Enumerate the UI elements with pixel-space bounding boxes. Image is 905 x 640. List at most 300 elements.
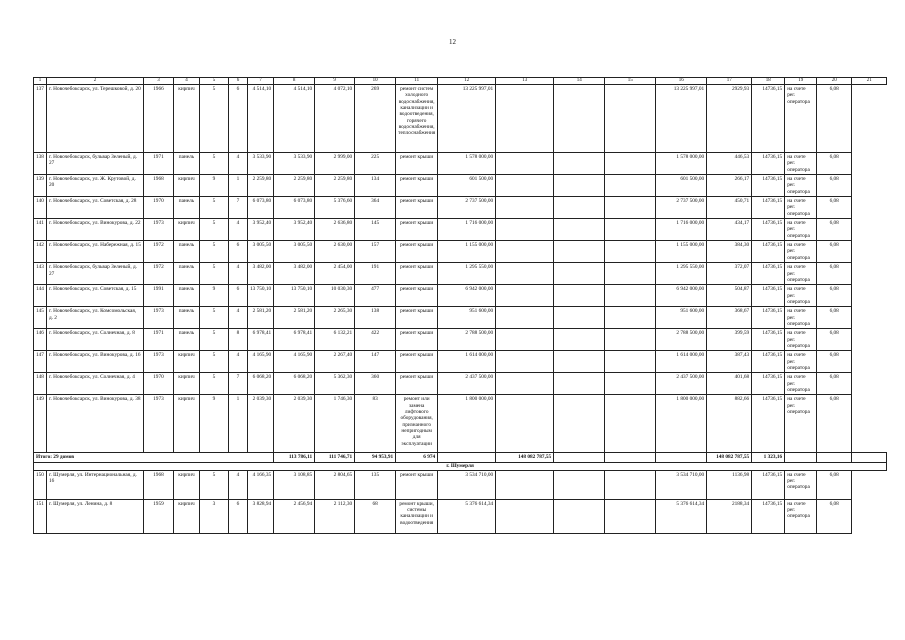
total-area-cell: 4 166,35 [247, 470, 273, 499]
budget-cost-cell [554, 329, 605, 351]
limit-cost-cell: 14736,15 [752, 351, 785, 373]
owners-cost-cell: 6 942 000,00 [656, 285, 707, 307]
residents-cell: 191 [355, 263, 396, 285]
budget-cost-cell [554, 197, 605, 219]
address-cell: г. Новочебоксарск, ул. Набережная, д. 15 [46, 241, 143, 263]
limit-cost-cell: 14736,15 [752, 241, 785, 263]
unit-cost-cell: 399,59 [707, 329, 752, 351]
deadline-cell: 6,08 [817, 85, 852, 153]
unit-cost-cell: 368,67 [707, 307, 752, 329]
total-cost-cell: 2 737 500,00 [438, 197, 496, 219]
residential-area-cell: 10 030,30 [315, 285, 355, 307]
total-area-cell: 3 952,40 [247, 219, 273, 241]
table-row [34, 499, 887, 533]
table-row [34, 285, 887, 307]
totals-empty [852, 453, 887, 463]
entrances-cell: 6 [228, 85, 247, 153]
total-area-cell: 2 259,80 [247, 175, 273, 197]
floors-cell: 5 [199, 197, 228, 219]
totals-residential-area: 94 953,91 [355, 453, 396, 463]
deadline-cell: 6,08 [817, 153, 852, 175]
fund-cost-cell [496, 499, 554, 533]
residential-area-cell: 2 630,00 [315, 241, 355, 263]
local-cost-cell [605, 197, 656, 219]
local-cost-cell [605, 263, 656, 285]
owners-cost-cell: 601 500,00 [656, 175, 707, 197]
address-cell: г. Шумерля, ул. Интернациональная, д. 16 [46, 470, 143, 499]
total-cost-cell: 1 614 000,00 [438, 351, 496, 373]
budget-cost-cell [554, 263, 605, 285]
residential-area-cell: 6 132,21 [315, 329, 355, 351]
row-number-cell: 145 [34, 307, 47, 329]
unit-cost-cell: 384,30 [707, 241, 752, 263]
account-method-cell: на счете рег. оператора [785, 470, 817, 499]
budget-cost-cell [554, 219, 605, 241]
column-number-cell: 16 [656, 78, 707, 85]
row-number-cell: 143 [34, 263, 47, 285]
floors-cell: 5 [199, 153, 228, 175]
account-method-cell: на счете рег. оператора [785, 395, 817, 453]
total-cost-cell: 601 500,00 [438, 175, 496, 197]
year-cell: 1959 [143, 499, 173, 533]
column-number-cell: 13 [496, 78, 554, 85]
address-cell: г. Новочебоксарск, ул. Солнечная, д. 4 [46, 373, 143, 395]
limit-cost-cell: 14736,15 [752, 175, 785, 197]
column-number-cell: 5 [199, 78, 228, 85]
fund-cost-cell [496, 241, 554, 263]
total-area-cell: 3 533,90 [247, 153, 273, 175]
year-cell: 1973 [143, 351, 173, 373]
total-area-cell: 2 581,20 [247, 307, 273, 329]
budget-cost-cell [554, 85, 605, 153]
entrances-cell: 4 [228, 351, 247, 373]
owners-cost-cell: 1 614 000,00 [656, 351, 707, 373]
living-area-cell: 3 533,90 [274, 153, 315, 175]
work-type-cell: ремонт крыши, системы канализации и водоотведения [396, 499, 438, 533]
column-number-cell: 8 [274, 78, 315, 85]
floors-cell: 5 [199, 85, 228, 153]
wall-material-cell: панель [173, 285, 199, 307]
fund-cost-cell [496, 197, 554, 219]
totals-row [34, 453, 887, 463]
deadline-cell: 6,08 [817, 373, 852, 395]
row-number-cell: 149 [34, 395, 47, 453]
fund-cost-cell [496, 307, 554, 329]
floors-cell: 5 [199, 373, 228, 395]
total-cost-cell: 1 295 550,00 [438, 263, 496, 285]
wall-material-cell: панель [173, 241, 199, 263]
entrances-cell: 8 [228, 329, 247, 351]
total-area-cell: 6 068,20 [247, 373, 273, 395]
living-area-cell: 3 005,50 [274, 241, 315, 263]
deadline-cell: 6,08 [817, 175, 852, 197]
table-row [34, 263, 887, 285]
total-area-cell: 3 828,94 [247, 499, 273, 533]
work-type-cell: ремонт крыши [396, 153, 438, 175]
limit-cost-cell: 14736,15 [752, 219, 785, 241]
local-cost-cell [605, 175, 656, 197]
row-number-cell: 151 [34, 499, 47, 533]
totals-owners-cost: 148 082 787,55 [707, 453, 752, 463]
local-cost-cell [605, 307, 656, 329]
limit-cost-cell: 14736,15 [752, 470, 785, 499]
wall-material-cell: панель [173, 263, 199, 285]
totals-empty [817, 453, 852, 463]
row-number-cell: 150 [34, 470, 47, 499]
address-cell: г. Новочебоксарск, бульвар Зеленый, д. 27 [46, 153, 143, 175]
address-cell: г. Новочебоксарск, ул. Солнечная, д. 8 [46, 329, 143, 351]
living-area-cell: 6 068,20 [274, 373, 315, 395]
fund-cost-cell [496, 285, 554, 307]
deadline-cell: 6,08 [817, 307, 852, 329]
year-cell: 1991 [143, 285, 173, 307]
column-number-cell: 18 [752, 78, 785, 85]
limit-cost-cell: 14736,15 [752, 395, 785, 453]
fund-cost-cell [496, 351, 554, 373]
column-number-cell: 15 [605, 78, 656, 85]
row-number-cell: 147 [34, 351, 47, 373]
deadline-cell: 6,08 [817, 197, 852, 219]
budget-cost-cell [554, 470, 605, 499]
account-method-cell: на счете рег. оператора [785, 263, 817, 285]
total-cost-cell: 3 534 710,00 [438, 470, 496, 499]
work-type-cell: ремонт крыши [396, 241, 438, 263]
row-number-cell: 141 [34, 219, 47, 241]
city-heading: г. Шумерля [34, 463, 887, 470]
budget-cost-cell [554, 373, 605, 395]
column-number-cell: 6 [228, 78, 247, 85]
account-method-cell: на счете рег. оператора [785, 219, 817, 241]
total-area-cell: 3 482,00 [247, 263, 273, 285]
fund-cost-cell [496, 153, 554, 175]
budget-cost-cell [554, 351, 605, 373]
floors-cell: 5 [199, 241, 228, 263]
year-cell: 1968 [143, 470, 173, 499]
totals-empty [554, 453, 605, 463]
total-cost-cell: 1 716 000,00 [438, 219, 496, 241]
account-method-cell: на счете рег. оператора [785, 329, 817, 351]
column-number-cell: 19 [785, 78, 817, 85]
year-cell: 1972 [143, 263, 173, 285]
unit-cost-cell: 504,87 [707, 285, 752, 307]
residents-cell: 138 [355, 307, 396, 329]
owners-cost-cell: 951 600,00 [656, 307, 707, 329]
local-cost-cell [605, 329, 656, 351]
work-type-cell: ремонт крыши [396, 285, 438, 307]
entrances-cell: 4 [228, 153, 247, 175]
fund-cost-cell [496, 395, 554, 453]
entrances-cell: 4 [228, 470, 247, 499]
floors-cell: 9 [199, 285, 228, 307]
deadline-cell: 6,08 [817, 263, 852, 285]
owners-cost-cell: 1 295 550,00 [656, 263, 707, 285]
entrances-cell: 1 [228, 395, 247, 453]
floors-cell: 5 [199, 263, 228, 285]
total-area-cell: 4 514,10 [247, 85, 273, 153]
table-row [34, 219, 887, 241]
unit-cost-cell: 434,17 [707, 219, 752, 241]
table-row [34, 85, 887, 153]
work-type-cell: ремонт крыши [396, 307, 438, 329]
row-number-cell: 139 [34, 175, 47, 197]
floors-cell: 5 [199, 470, 228, 499]
total-area-cell: 6 978,41 [247, 329, 273, 351]
address-cell: г. Новочебоксарск, ул. Винокурова, д. 38 [46, 395, 143, 453]
local-cost-cell [605, 85, 656, 153]
table-row [34, 307, 887, 329]
year-cell: 1973 [143, 219, 173, 241]
totals-total-area: 113 786,11 [274, 453, 315, 463]
limit-cost-cell: 14736,15 [752, 263, 785, 285]
entrances-cell: 6 [228, 241, 247, 263]
table-row [34, 197, 887, 219]
column-number-cell: 12 [438, 78, 496, 85]
column-number-cell: 4 [173, 78, 199, 85]
floors-cell: 5 [199, 329, 228, 351]
row-number-cell: 142 [34, 241, 47, 263]
living-area-cell: 6 978,41 [274, 329, 315, 351]
row-number-cell: 146 [34, 329, 47, 351]
budget-cost-cell [554, 153, 605, 175]
account-method-cell: на счете рег. оператора [785, 175, 817, 197]
limit-cost-cell: 14736,15 [752, 499, 785, 533]
limit-cost-cell: 14736,15 [752, 285, 785, 307]
fund-cost-cell [496, 175, 554, 197]
table-row [34, 241, 887, 263]
work-type-cell: ремонт систем холодного водоснабжения, канализации и водоотведения, горячего водоснабжения, теплоснабжения [396, 85, 438, 153]
limit-cost-cell: 14736,15 [752, 373, 785, 395]
residents-cell: 422 [355, 329, 396, 351]
wall-material-cell: панель [173, 153, 199, 175]
table-row [34, 470, 887, 499]
residential-area-cell: 1 746,30 [315, 395, 355, 453]
address-cell: г. Новочебоксарск, ул. Ж. Крутовой, д. 20 [46, 175, 143, 197]
column-number-cell: 1 [34, 78, 47, 85]
unit-cost-cell: 387,43 [707, 351, 752, 373]
total-cost-cell: 1 800 000,00 [438, 395, 496, 453]
totals-label: Итого: 29 домов [34, 453, 274, 463]
totals-residents: 6 974 [396, 453, 438, 463]
year-cell: 1966 [143, 85, 173, 153]
living-area-cell: 3 108,85 [274, 470, 315, 499]
local-cost-cell [605, 285, 656, 307]
total-cost-cell: 5 376 614,34 [438, 499, 496, 533]
totals-empty [656, 453, 707, 463]
floors-cell: 5 [199, 219, 228, 241]
account-method-cell: на счете рег. оператора [785, 307, 817, 329]
totals-empty [785, 453, 817, 463]
year-cell: 1973 [143, 395, 173, 453]
totals-empty [438, 453, 496, 463]
year-cell: 1971 [143, 329, 173, 351]
living-area-cell: 2 039,30 [274, 395, 315, 453]
wall-material-cell: панель [173, 197, 199, 219]
residents-cell: 364 [355, 197, 396, 219]
local-cost-cell [605, 351, 656, 373]
account-method-cell: на счете рег. оператора [785, 241, 817, 263]
residents-cell: 134 [355, 175, 396, 197]
account-method-cell: на счете рег. оператора [785, 499, 817, 533]
local-cost-cell [605, 470, 656, 499]
living-area-cell: 4 165,90 [274, 351, 315, 373]
work-type-cell: ремонт крыши [396, 175, 438, 197]
column-number-cell: 3 [143, 78, 173, 85]
residents-cell: 68 [355, 499, 396, 533]
unit-cost-cell: 882,66 [707, 395, 752, 453]
address-cell: г. Новочебоксарск, ул. Советская, д. 28 [46, 197, 143, 219]
floors-cell: 9 [199, 395, 228, 453]
entrances-cell: 6 [228, 499, 247, 533]
work-type-cell: ремонт крыши [396, 329, 438, 351]
account-method-cell: на счете рег. оператора [785, 373, 817, 395]
year-cell: 1970 [143, 373, 173, 395]
wall-material-cell: кирпич [173, 85, 199, 153]
owners-cost-cell: 1 716 000,00 [656, 219, 707, 241]
unit-cost-cell: 450,71 [707, 197, 752, 219]
table-row [34, 153, 887, 175]
residents-cell: 135 [355, 470, 396, 499]
address-cell: г. Новочебоксарск, ул. Терешковой, д. 20 [46, 85, 143, 153]
column-number-cell: 11 [396, 78, 438, 85]
work-type-cell: ремонт крыши [396, 263, 438, 285]
owners-cost-cell: 1 800 000,00 [656, 395, 707, 453]
unit-cost-cell: 401,68 [707, 373, 752, 395]
work-type-cell: ремонт крыши [396, 197, 438, 219]
work-type-cell: ремонт крыши [396, 373, 438, 395]
living-area-cell: 6 073,80 [274, 197, 315, 219]
totals-empty [605, 453, 656, 463]
address-cell: г. Новочебоксарск, ул. Советская, д. 15 [46, 285, 143, 307]
entrances-cell: 7 [228, 197, 247, 219]
deadline-cell: 6,08 [817, 329, 852, 351]
totals-unit-cost: 1 323,16 [752, 453, 785, 463]
address-cell: г. Новочебоксарск, ул. Винокурова, д. 22 [46, 219, 143, 241]
work-type-cell: ремонт крыши [396, 470, 438, 499]
owners-cost-cell: 3 534 710,00 [656, 470, 707, 499]
limit-cost-cell: 14736,15 [752, 197, 785, 219]
totals-cost: 148 082 787,55 [496, 453, 554, 463]
living-area-cell: 2 456,94 [274, 499, 315, 533]
residential-area-cell: 2 999,00 [315, 153, 355, 175]
column-number-cell: 10 [355, 78, 396, 85]
column-number-cell: 17 [707, 78, 752, 85]
owners-cost-cell: 2 788 500,00 [656, 329, 707, 351]
deadline-cell: 6,08 [817, 470, 852, 499]
table-row [34, 329, 887, 351]
fund-cost-cell [496, 373, 554, 395]
address-cell: г. Шумерля, ул. Ленина, д. 8 [46, 499, 143, 533]
column-number-cell: 7 [247, 78, 273, 85]
floors-cell: 5 [199, 351, 228, 373]
fund-cost-cell [496, 329, 554, 351]
total-cost-cell: 6 942 000,00 [438, 285, 496, 307]
owners-cost-cell: 13 225 997,01 [656, 85, 707, 153]
floors-cell: 9 [199, 175, 228, 197]
total-cost-cell: 1 578 000,00 [438, 153, 496, 175]
column-number-cell: 2 [46, 78, 143, 85]
page-number: 12 [449, 38, 456, 46]
residents-cell: 157 [355, 241, 396, 263]
budget-cost-cell [554, 499, 605, 533]
column-number-cell: 21 [852, 78, 887, 85]
wall-material-cell: кирпич [173, 499, 199, 533]
limit-cost-cell: 14736,15 [752, 153, 785, 175]
fund-cost-cell [496, 85, 554, 153]
unit-cost-cell: 2929,93 [707, 85, 752, 153]
wall-material-cell: кирпич [173, 470, 199, 499]
total-area-cell: 3 005,50 [247, 241, 273, 263]
deadline-cell: 6,08 [817, 395, 852, 453]
address-cell: г. Новочебоксарск, ул. Винокурова, д. 16 [46, 351, 143, 373]
residential-area-cell: 2 112,30 [315, 499, 355, 533]
row-number-cell: 138 [34, 153, 47, 175]
fund-cost-cell [496, 470, 554, 499]
residential-area-cell: 5 362,30 [315, 373, 355, 395]
deadline-cell: 6,08 [817, 285, 852, 307]
capital-repair-table [33, 77, 887, 534]
work-type-cell: ремонт крыши [396, 351, 438, 373]
residential-area-cell: 2 259,80 [315, 175, 355, 197]
column-number-row [34, 78, 887, 85]
living-area-cell: 13 750,10 [274, 285, 315, 307]
owners-cost-cell: 5 376 614,34 [656, 499, 707, 533]
total-area-cell: 4 165,90 [247, 351, 273, 373]
limit-cost-cell: 14736,15 [752, 85, 785, 153]
unit-cost-cell: 446,53 [707, 153, 752, 175]
row-number-cell: 148 [34, 373, 47, 395]
year-cell: 1968 [143, 175, 173, 197]
total-area-cell: 2 039,30 [247, 395, 273, 453]
living-area-cell: 3 482,00 [274, 263, 315, 285]
work-type-cell: ремонт крыши [396, 219, 438, 241]
table-row [34, 175, 887, 197]
row-number-cell: 137 [34, 85, 47, 153]
budget-cost-cell [554, 175, 605, 197]
address-cell: г. Новочебоксарск, бульвар Зеленый, д. 27 [46, 263, 143, 285]
account-method-cell: на счете рег. оператора [785, 153, 817, 175]
deadline-cell: 6,08 [817, 351, 852, 373]
wall-material-cell: панель [173, 329, 199, 351]
account-method-cell: на счете рег. оператора [785, 285, 817, 307]
budget-cost-cell [554, 395, 605, 453]
residents-cell: 145 [355, 219, 396, 241]
floors-cell: 5 [199, 307, 228, 329]
local-cost-cell [605, 219, 656, 241]
limit-cost-cell: 14736,15 [752, 329, 785, 351]
limit-cost-cell: 14736,15 [752, 307, 785, 329]
unit-cost-cell: 266,17 [707, 175, 752, 197]
fund-cost-cell [496, 263, 554, 285]
living-area-cell: 3 952,40 [274, 219, 315, 241]
wall-material-cell: кирпич [173, 219, 199, 241]
budget-cost-cell [554, 307, 605, 329]
total-cost-cell: 2 437 500,00 [438, 373, 496, 395]
deadline-cell: 6,08 [817, 241, 852, 263]
account-method-cell: на счете рег. оператора [785, 197, 817, 219]
owners-cost-cell: 1 155 000,00 [656, 241, 707, 263]
fund-cost-cell [496, 219, 554, 241]
entrances-cell: 7 [228, 373, 247, 395]
entrances-cell: 1 [228, 175, 247, 197]
column-number-cell: 14 [554, 78, 605, 85]
wall-material-cell: кирпич [173, 175, 199, 197]
total-cost-cell: 1 155 000,00 [438, 241, 496, 263]
owners-cost-cell: 1 578 000,00 [656, 153, 707, 175]
budget-cost-cell [554, 285, 605, 307]
account-method-cell: на счете рег. оператора [785, 351, 817, 373]
totals-living-area: 111 746,71 [315, 453, 355, 463]
city-heading-row [34, 463, 887, 470]
